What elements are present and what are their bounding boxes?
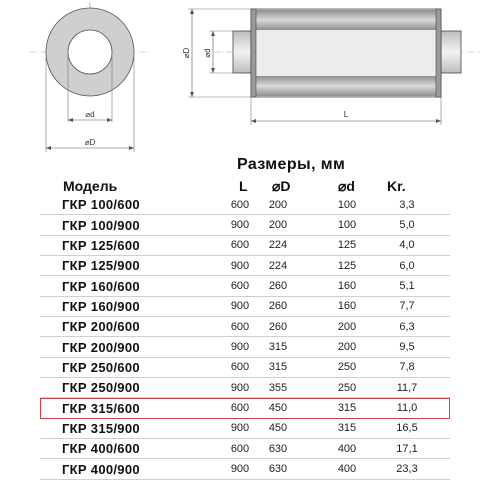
outer-diameter-cell: 200 xyxy=(268,198,288,211)
front-inner-diameter-label: ⌀d xyxy=(85,110,95,119)
outer-diameter-cell: 315 xyxy=(268,361,288,374)
weight-cell: 16,5 xyxy=(396,422,418,435)
length-cell: 900 xyxy=(230,259,250,272)
side-outer-diameter-label: ⌀D xyxy=(182,47,191,59)
model-cell: ГКР 250/600 xyxy=(62,359,140,375)
table-row xyxy=(40,358,450,378)
outer-diameter-cell: 260 xyxy=(268,280,288,293)
outer-diameter-cell: 355 xyxy=(268,381,288,394)
outer-diameter-cell: 630 xyxy=(268,442,288,455)
length-cell: 900 xyxy=(230,341,250,354)
inner-diameter-cell: 315 xyxy=(337,422,357,435)
inner-diameter-cell: 400 xyxy=(337,463,357,476)
inner-diameter-cell: 250 xyxy=(337,381,357,394)
model-cell: ГКР 400/900 xyxy=(62,461,140,477)
model-cell: ГКР 200/600 xyxy=(62,319,140,335)
weight-cell: 17,1 xyxy=(396,442,418,455)
column-header-weight: Kr. xyxy=(387,178,406,194)
outer-diameter-cell: 260 xyxy=(268,300,288,313)
front-view xyxy=(30,2,150,152)
weight-cell: 3,3 xyxy=(399,198,415,211)
weight-cell: 5,0 xyxy=(399,219,415,232)
weight-cell: 4,0 xyxy=(399,239,415,252)
length-cell: 600 xyxy=(230,239,250,252)
model-cell: ГКР 315/900 xyxy=(62,420,140,436)
outer-diameter-cell: 224 xyxy=(268,259,288,272)
inner-diameter-cell: 100 xyxy=(337,219,357,232)
weight-cell: 7,7 xyxy=(399,300,415,313)
inner-diameter-cell: 250 xyxy=(337,361,357,374)
table-row xyxy=(40,276,450,296)
model-cell: ГКР 200/900 xyxy=(62,339,140,355)
table-row xyxy=(40,419,450,439)
inner-diameter-cell: 125 xyxy=(337,259,357,272)
inner-diameter-cell: 400 xyxy=(337,442,357,455)
inner-diameter-cell: 125 xyxy=(337,239,357,252)
side-length-label: L xyxy=(343,110,349,119)
table-row xyxy=(40,439,450,459)
weight-cell: 6,0 xyxy=(399,259,415,272)
column-header-length: L xyxy=(239,178,248,194)
weight-cell: 23,3 xyxy=(396,463,418,476)
outer-diameter-cell: 200 xyxy=(268,219,288,232)
weight-cell: 11,0 xyxy=(396,402,418,415)
length-cell: 600 xyxy=(230,442,250,455)
outer-diameter-cell: 450 xyxy=(268,422,288,435)
side-inner-diameter-label: ⌀d xyxy=(203,48,212,58)
silencer-drawing xyxy=(0,0,500,160)
outer-diameter-cell: 224 xyxy=(268,239,288,252)
length-cell: 600 xyxy=(230,280,250,293)
model-cell: ГКР 125/600 xyxy=(62,237,140,253)
front-outer-diameter-label: ⌀D xyxy=(84,138,96,147)
column-header-model: Модель xyxy=(63,178,118,194)
length-cell: 900 xyxy=(230,300,250,313)
dimensions-table xyxy=(40,195,450,480)
table-row xyxy=(40,215,450,235)
length-cell: 900 xyxy=(230,219,250,232)
model-cell: ГКР 160/900 xyxy=(62,298,140,314)
length-cell: 600 xyxy=(230,402,250,415)
column-header-outer-diameter: ⌀D xyxy=(272,178,291,194)
length-cell: 600 xyxy=(230,198,250,211)
model-cell: ГКР 250/900 xyxy=(62,380,140,396)
weight-cell: 9,5 xyxy=(399,341,415,354)
table-row xyxy=(40,297,450,317)
table-row xyxy=(40,378,450,398)
table-row xyxy=(40,317,450,337)
model-cell: ГКР 100/900 xyxy=(62,217,140,233)
inner-diameter-cell: 100 xyxy=(337,198,357,211)
table-row xyxy=(40,337,450,357)
weight-cell: 7,8 xyxy=(399,361,415,374)
column-header-inner-diameter: ⌀d xyxy=(338,178,355,194)
side-view xyxy=(182,9,480,125)
outer-diameter-cell: 450 xyxy=(268,402,288,415)
table-row xyxy=(40,256,450,276)
model-cell: ГКР 125/900 xyxy=(62,258,140,274)
model-cell: ГКР 160/600 xyxy=(62,278,140,294)
inner-diameter-cell: 200 xyxy=(337,320,357,333)
inner-diameter-cell: 160 xyxy=(337,300,357,313)
left-nozzle xyxy=(233,31,251,73)
inner-diameter-cell: 160 xyxy=(337,280,357,293)
weight-cell: 11,7 xyxy=(396,381,418,394)
weight-cell: 6,3 xyxy=(399,320,415,333)
table-row xyxy=(40,459,450,479)
dimensions-title: Размеры, мм xyxy=(237,156,346,173)
outer-diameter-cell: 315 xyxy=(268,341,288,354)
right-nozzle xyxy=(441,31,461,73)
length-cell: 900 xyxy=(230,381,250,394)
inner-diameter-cell: 200 xyxy=(337,341,357,354)
length-cell: 600 xyxy=(230,361,250,374)
inner-circle xyxy=(68,30,112,74)
model-cell: ГКР 100/600 xyxy=(62,197,140,213)
outer-diameter-cell: 630 xyxy=(268,463,288,476)
inner-diameter-cell: 315 xyxy=(337,402,357,415)
table-row xyxy=(40,236,450,256)
model-cell: ГКР 400/600 xyxy=(62,441,140,457)
outer-diameter-cell: 260 xyxy=(268,320,288,333)
model-cell: ГКР 315/600 xyxy=(62,400,140,416)
table-row xyxy=(40,398,450,418)
length-cell: 600 xyxy=(230,320,250,333)
table-row xyxy=(40,195,450,215)
length-cell: 900 xyxy=(230,463,250,476)
weight-cell: 5,1 xyxy=(399,280,415,293)
length-cell: 900 xyxy=(230,422,250,435)
